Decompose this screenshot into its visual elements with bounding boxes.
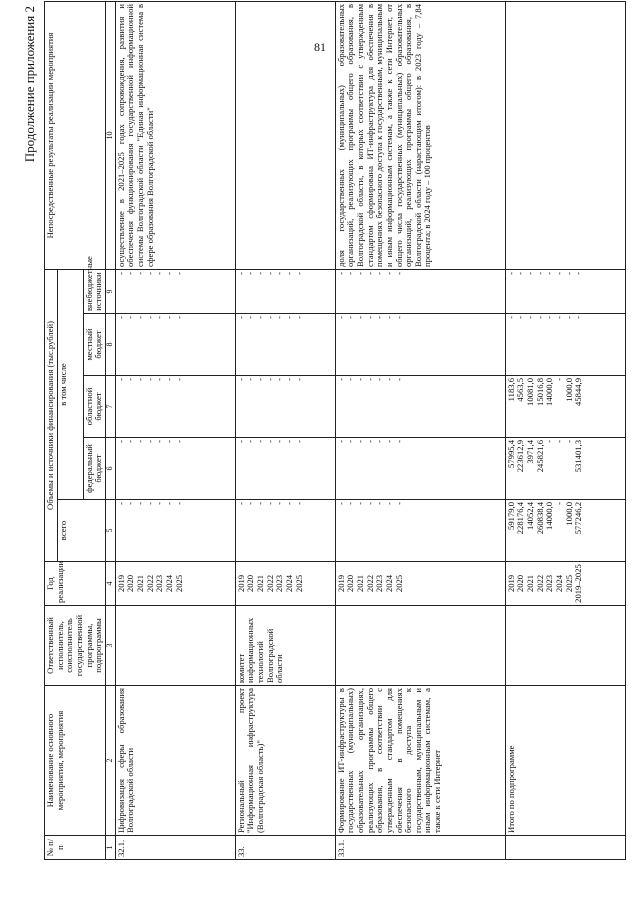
- total-cell-value: -: [235, 502, 246, 505]
- federal-cell-value: -: [335, 440, 346, 443]
- regional-cell-value: -: [553, 378, 564, 381]
- regional-cell-value: -: [364, 378, 375, 381]
- extra-cell-value: -: [505, 271, 516, 275]
- header-regional: областной бюджет: [83, 376, 105, 438]
- federal-cell-value: -: [135, 440, 145, 443]
- regional-cell-value: -: [335, 378, 346, 381]
- regional-cell-value: -: [125, 378, 136, 381]
- federal-cell-value: -: [553, 440, 564, 443]
- local-cell-value: -: [135, 316, 145, 319]
- total-cell-value: -: [293, 502, 304, 505]
- years-cell-value: 2019: [115, 574, 126, 593]
- years-cell-value: 2023: [274, 574, 285, 593]
- total-cell-value: -: [355, 502, 365, 505]
- federal-cell-value: -: [163, 440, 174, 443]
- local-cell-value: -: [544, 316, 555, 319]
- header-num: № п/п: [45, 836, 106, 860]
- total-cell-value: -: [245, 502, 256, 505]
- years-cell-value: 2022: [144, 574, 155, 593]
- table-row: [115, 1, 235, 859]
- regional-cell-value: -: [264, 378, 275, 381]
- regional-cell-value: -: [245, 378, 256, 381]
- years-cell: [115, 562, 235, 606]
- total-cell-value: -: [115, 502, 126, 505]
- federal-cell: [235, 438, 335, 500]
- extra-cell-value: -: [173, 271, 184, 275]
- extra-cell-value: -: [383, 271, 394, 275]
- regional-cell-value: 1000,0: [563, 378, 574, 402]
- regional-cell-value: 15016,8: [534, 378, 545, 406]
- column-number: 5: [105, 500, 115, 562]
- executor: [115, 606, 235, 686]
- local-cell-value: -: [515, 316, 526, 319]
- years-cell-value: 2023: [374, 574, 385, 593]
- regional-cell-value: -: [345, 378, 356, 381]
- local-cell-value: -: [154, 316, 165, 319]
- extra-cell-value: -: [515, 271, 526, 275]
- local-cell-value: -: [335, 316, 346, 319]
- extra-cell-value: -: [364, 271, 375, 275]
- extra-cell-value: -: [235, 271, 246, 275]
- event-name: Формирование ИТ-инфраструктуры в государственных (муниципальных) образовательных организациях, реализующих программы общего образования, в соответствии с утвержденным стандартом для обеспечения в помещениях безопасного доступа к государственным, муниципальным и иным информационным системам, а также к сети Интернет: [335, 686, 505, 836]
- years-cell-value: 2019: [335, 574, 346, 593]
- local-cell-value: -: [283, 316, 294, 319]
- years-cell-value: 2020: [245, 574, 256, 593]
- local-cell-value: -: [345, 316, 356, 319]
- years-cell-value: 2021: [525, 574, 535, 593]
- regional-cell-value: -: [274, 378, 285, 381]
- years-cell-value: 2021: [135, 574, 145, 593]
- row-number: [505, 836, 625, 860]
- regional-cell-value: -: [163, 378, 174, 381]
- executor: [505, 606, 625, 686]
- local-cell: [505, 314, 625, 376]
- local-cell-value: -: [525, 316, 535, 319]
- years-cell-value: 2024: [163, 574, 174, 593]
- extra-cell-value: -: [255, 271, 265, 275]
- extra-cell-value: -: [563, 271, 574, 275]
- extra-cell-value: -: [525, 271, 535, 275]
- regional-cell-value: -: [393, 378, 404, 381]
- event-name: Цифровизация сферы образования Волгоградской области: [115, 686, 235, 836]
- extra-cell: [505, 269, 625, 313]
- federal-cell-value: -: [245, 440, 256, 443]
- total-cell-value: 14000,0: [544, 502, 555, 530]
- extra-cell-value: -: [163, 271, 174, 275]
- header-federal: федеральный бюджет: [83, 438, 105, 500]
- regional-cell-value: 45844,9: [573, 378, 584, 406]
- total-cell-value: -: [393, 502, 404, 505]
- column-number: 8: [105, 314, 115, 376]
- total-cell-value: 14052,4: [525, 502, 535, 530]
- column-number: 2: [105, 686, 115, 836]
- header-extra: внебюджетные источники: [83, 269, 105, 313]
- federal-cell-value: -: [264, 440, 275, 443]
- local-cell-value: -: [235, 316, 246, 319]
- local-cell: [115, 314, 235, 376]
- years-cell-value: 2019: [235, 574, 246, 593]
- total-cell-value: -: [345, 502, 356, 505]
- total-cell-value: -: [264, 502, 275, 505]
- event-name: Итого по подпрограмме: [505, 686, 625, 836]
- total-cell-value: -: [125, 502, 136, 505]
- result-text: [235, 1, 335, 269]
- landscape-sheet: [22, 0, 622, 860]
- federal-cell-value: -: [393, 440, 404, 443]
- header-executor: Ответственный исполнитель, соисполнитель государственной программы, подпрограммы: [45, 606, 106, 686]
- years-cell-value: 2025: [293, 574, 304, 593]
- page-number: 81: [314, 40, 326, 54]
- table-row: [335, 1, 505, 859]
- extra-cell-value: -: [293, 271, 304, 275]
- local-cell-value: -: [245, 316, 256, 319]
- extra-cell-value: -: [573, 271, 584, 275]
- local-cell-value: -: [255, 316, 265, 319]
- federal-cell: [335, 438, 505, 500]
- years-cell-value: 2024: [553, 574, 564, 593]
- extra-cell-value: -: [125, 271, 136, 275]
- regional-cell-value: 4563,5: [515, 378, 526, 402]
- total-cell: [235, 500, 335, 562]
- federal-cell-value: -: [293, 440, 304, 443]
- extra-cell-value: -: [245, 271, 256, 275]
- regional-cell-value: 14000,0: [544, 378, 555, 406]
- executor: [335, 606, 505, 686]
- header-total: всего: [57, 500, 105, 562]
- total-cell-value: -: [374, 502, 385, 505]
- federal-cell-value: -: [154, 440, 165, 443]
- regional-cell-value: 1183,6: [505, 378, 516, 402]
- total-cell-value: 1000,0: [563, 502, 574, 526]
- event-name: Региональный проект "Информационная инфраструктура (Волгоградская область)": [235, 686, 335, 836]
- years-cell-value: 2022: [534, 574, 545, 593]
- total-cell-value: -: [135, 502, 145, 505]
- years-cell-value: 2023: [154, 574, 165, 593]
- local-cell-value: -: [505, 316, 516, 319]
- total-cell-value: -: [144, 502, 155, 505]
- years-cell-value: 2024: [283, 574, 294, 593]
- total-cell-value: -: [163, 502, 174, 505]
- table-body: [115, 1, 625, 859]
- federal-cell-value: -: [235, 440, 246, 443]
- total-cell-value: 260838,4: [534, 502, 545, 535]
- federal-cell-value: -: [144, 440, 155, 443]
- total-cell: [335, 500, 505, 562]
- local-cell-value: -: [125, 316, 136, 319]
- federal-cell-value: -: [383, 440, 394, 443]
- extra-cell-value: -: [154, 271, 165, 275]
- federal-cell-value: -: [115, 440, 126, 443]
- header-results: Непосредственные результаты реализации мероприятия: [45, 1, 106, 269]
- column-number: 7: [105, 376, 115, 438]
- extra-cell-value: -: [264, 271, 275, 275]
- result-text: осуществление в 2021–2025 годах сопровождения, развития и обеспечения функционирования государственной информационной системы Волгоградской области "Единая информационная система в сфере образования Волгоградской области": [115, 1, 235, 269]
- regional-cell-value: -: [135, 378, 145, 381]
- federal-cell-value: 57995,4: [505, 440, 516, 468]
- extra-cell-value: -: [374, 271, 385, 275]
- total-cell-value: -: [383, 502, 394, 505]
- row-number: 33.: [235, 836, 335, 860]
- extra-cell: [115, 269, 235, 313]
- header-financing-group: Объемы и источники финансирования (тыс.рублей): [45, 269, 58, 561]
- years-cell-value: 2022: [364, 574, 375, 593]
- federal-cell-value: 223612,9: [515, 440, 526, 473]
- total-cell: [115, 500, 235, 562]
- total-cell-value: -: [364, 502, 375, 505]
- extra-cell-value: -: [345, 271, 356, 275]
- federal-cell-value: 3971,4: [525, 440, 535, 464]
- extra-cell: [335, 269, 505, 313]
- federal-cell-value: -: [125, 440, 136, 443]
- regional-cell: [335, 376, 505, 438]
- local-cell-value: -: [573, 316, 584, 319]
- federal-cell-value: -: [283, 440, 294, 443]
- extra-cell-value: -: [553, 271, 564, 275]
- column-number-row: [105, 1, 115, 859]
- years-cell-value: 2021: [255, 574, 265, 593]
- column-number: 6: [105, 438, 115, 500]
- federal-cell-value: -: [374, 440, 385, 443]
- federal-cell-value: -: [255, 440, 265, 443]
- regional-cell-value: 10081,0: [525, 378, 535, 406]
- extra-cell-value: -: [115, 271, 126, 275]
- total-cell-value: -: [255, 502, 265, 505]
- regional-cell-value: -: [255, 378, 265, 381]
- total-cell-value: 577246,2: [573, 502, 584, 535]
- regional-cell-value: -: [374, 378, 385, 381]
- total-cell-value: -: [173, 502, 184, 505]
- federal-cell-value: -: [544, 440, 555, 443]
- regional-cell-value: -: [235, 378, 246, 381]
- regional-cell-value: -: [115, 378, 126, 381]
- local-cell-value: -: [293, 316, 304, 319]
- years-cell-value: 2019: [505, 574, 516, 593]
- extra-cell-value: -: [144, 271, 155, 275]
- header-sub-group: в том числе: [57, 269, 83, 499]
- federal-cell-value: -: [355, 440, 365, 443]
- header-local: местный бюджет: [83, 314, 105, 376]
- local-cell-value: -: [144, 316, 155, 319]
- federal-cell: [115, 438, 235, 500]
- extra-cell-value: -: [283, 271, 294, 275]
- header-name: Наименование основного мероприятия, мероприятия: [45, 686, 106, 836]
- federal-cell-value: -: [563, 440, 574, 443]
- result-text: [505, 1, 625, 269]
- extra-cell-value: -: [335, 271, 346, 275]
- total-cell-value: -: [553, 502, 564, 505]
- column-number: 3: [105, 606, 115, 686]
- years-cell-value: 2024: [383, 574, 394, 593]
- total-cell-value: -: [154, 502, 165, 505]
- local-cell-value: -: [173, 316, 184, 319]
- years-cell-value: 2020: [515, 574, 526, 593]
- column-number: 4: [105, 562, 115, 606]
- extra-cell-value: -: [534, 271, 545, 275]
- years-cell-value: 2025: [393, 574, 404, 593]
- local-cell: [235, 314, 335, 376]
- table-row: [235, 1, 335, 859]
- local-cell-value: -: [355, 316, 365, 319]
- years-cell-value: 2019–2025: [573, 564, 584, 603]
- regional-cell-value: -: [154, 378, 165, 381]
- header-year: Год реализации: [45, 562, 106, 606]
- years-cell: [235, 562, 335, 606]
- executor: комитет информационных технологий Волгоградской области: [235, 606, 335, 686]
- federal-cell-value: -: [274, 440, 285, 443]
- column-number: 1: [105, 836, 115, 860]
- federal-cell-value: -: [345, 440, 356, 443]
- years-cell: [505, 562, 625, 606]
- local-cell: [335, 314, 505, 376]
- local-cell-value: -: [115, 316, 126, 319]
- extra-cell-value: -: [355, 271, 365, 275]
- federal-cell-value: -: [173, 440, 184, 443]
- years-cell: [335, 562, 505, 606]
- extra-cell-value: -: [135, 271, 145, 275]
- local-cell-value: -: [364, 316, 375, 319]
- total-cell-value: -: [283, 502, 294, 505]
- regional-cell-value: -: [283, 378, 294, 381]
- years-cell-value: 2023: [544, 574, 555, 593]
- regional-cell: [115, 376, 235, 438]
- federal-cell-value: 531401,3: [573, 440, 584, 473]
- result-text: доля государственных (муниципальных) образовательных организаций, реализующих программы общего образования, в Волгоградской области, в которых соответствии с утвержденным стандартом сформирована ИТ-инфраструктура для обеспечения в помещениях безопасного доступа к государственным, муниципальным и иным информационным системам, а также к сети Интернет, от общего числа государственных (муниципальных) образовательных организаций, реализующих программы общего образования, в Волгоградской области (нарастающим итогом): в 2023 году – 7,84 процента; в 2024 году – 100 процентов: [335, 1, 505, 269]
- total-cell-value: 228176,4: [515, 502, 526, 535]
- regional-cell-value: -: [144, 378, 155, 381]
- regional-cell-value: -: [293, 378, 304, 381]
- column-number: 9: [105, 269, 115, 313]
- years-cell-value: 2022: [264, 574, 275, 593]
- local-cell-value: -: [534, 316, 545, 319]
- local-cell-value: -: [163, 316, 174, 319]
- local-cell-value: -: [563, 316, 574, 319]
- regional-cell: [505, 376, 625, 438]
- financing-table: [44, 1, 626, 860]
- years-cell-value: 2025: [563, 574, 574, 593]
- regional-cell: [235, 376, 335, 438]
- row-number: 32.1.: [115, 836, 235, 860]
- extra-cell-value: -: [544, 271, 555, 275]
- local-cell-value: -: [393, 316, 404, 319]
- local-cell-value: -: [383, 316, 394, 319]
- total-cell: [505, 500, 625, 562]
- federal-cell-value: -: [364, 440, 375, 443]
- table-row: [505, 1, 625, 859]
- continuation-title: Продолжение приложения 2: [22, 6, 37, 163]
- years-cell-value: 2021: [355, 574, 365, 593]
- local-cell-value: -: [553, 316, 564, 319]
- local-cell-value: -: [274, 316, 285, 319]
- extra-cell-value: -: [274, 271, 285, 275]
- federal-cell: [505, 438, 625, 500]
- regional-cell-value: -: [355, 378, 365, 381]
- local-cell-value: -: [264, 316, 275, 319]
- total-cell-value: -: [274, 502, 285, 505]
- years-cell-value: 2025: [173, 574, 184, 593]
- years-cell-value: 2020: [125, 574, 136, 593]
- regional-cell-value: -: [383, 378, 394, 381]
- row-number: 33.1.: [335, 836, 505, 860]
- regional-cell-value: -: [173, 378, 184, 381]
- total-cell-value: -: [335, 502, 346, 505]
- total-cell-value: 59179,0: [505, 502, 516, 530]
- federal-cell-value: 245821,6: [534, 440, 545, 473]
- extra-cell: [235, 269, 335, 313]
- column-number: 10: [105, 1, 115, 269]
- local-cell-value: -: [374, 316, 385, 319]
- years-cell-value: 2020: [345, 574, 356, 593]
- extra-cell-value: -: [393, 271, 404, 275]
